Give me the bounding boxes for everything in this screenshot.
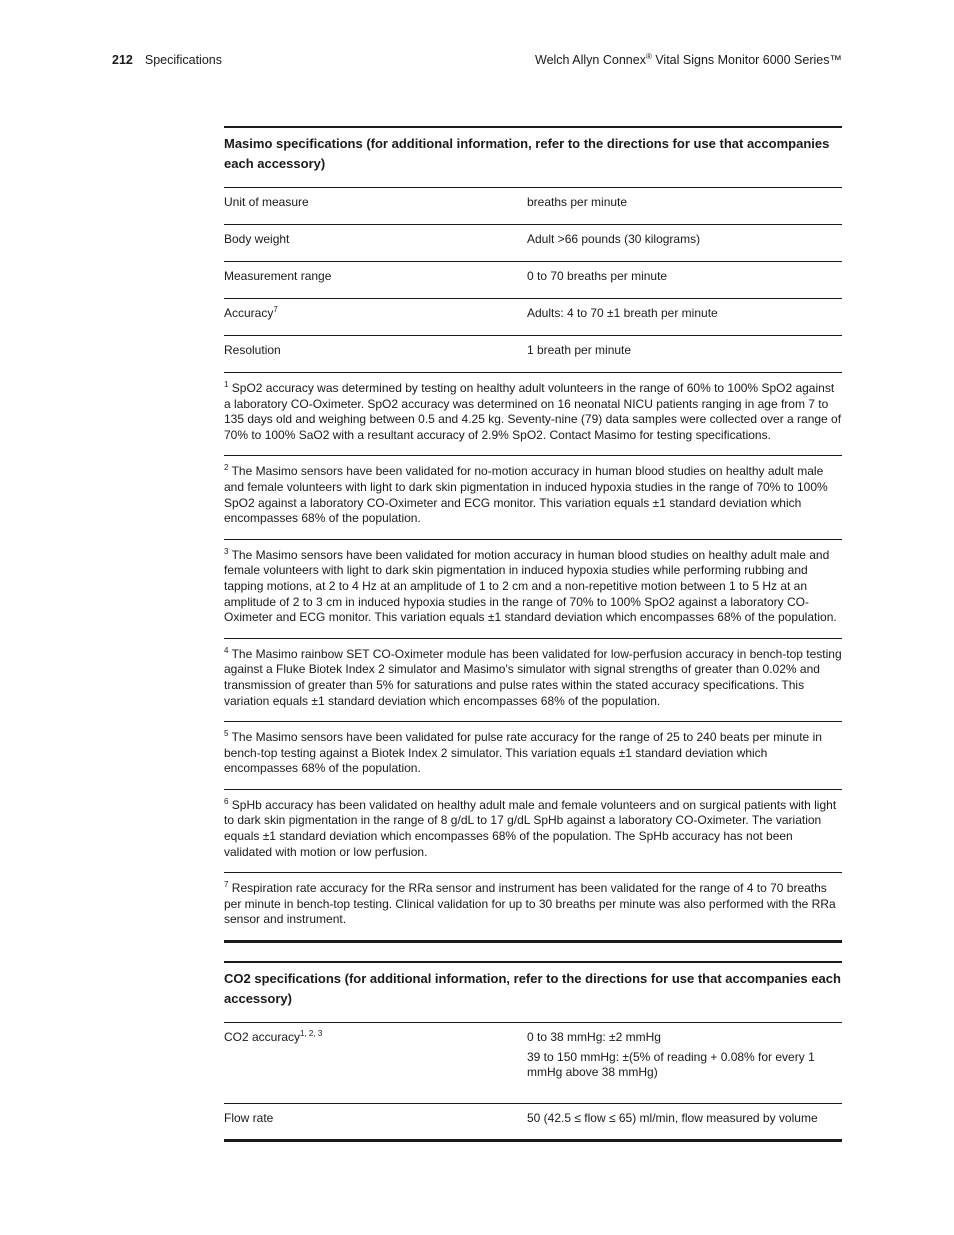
masimo-table-title: Masimo specifications (for additional information, refer to the directions for use that accompanies each accessory) (224, 126, 842, 187)
footnote-text: The Masimo rainbow SET CO-Oximeter module has been validated for low-perfusion accuracy in bench-top testing against a Fluke Biotek Index 2 simulator and Masimo's simulator with signal strengths of greater than 0.02% and transmission of greater than 5% for saturations and pulse rates within the stated accuracy specifications. This variation equals ±1 standard deviation which encompasses 68% of the population. (224, 646, 842, 708)
footnote-ref: 7 (273, 305, 278, 314)
spec-label: Resolution (224, 343, 281, 357)
table-row (224, 335, 842, 372)
table-row (224, 298, 842, 335)
registered-mark: ® (645, 52, 652, 61)
page-number: 212 (112, 53, 133, 67)
table-row (224, 261, 842, 298)
spec-value: breaths per minute (527, 195, 628, 209)
spec-value: Adults: 4 to 70 ±1 breath per minute (527, 306, 718, 320)
spec-label: Measurement range (224, 269, 332, 283)
table-row (224, 1022, 842, 1103)
spec-value: 0 to 70 breaths per minute (527, 269, 668, 283)
running-header (112, 51, 842, 69)
footnote-number: 1 (224, 380, 229, 389)
footnote (224, 539, 842, 638)
spec-value: Adult >66 pounds (30 kilograms) (527, 232, 701, 246)
footnote-number: 5 (224, 729, 229, 739)
spec-label: Body weight (224, 232, 290, 246)
accuracy-range-high: 39 to 150 mmHg: ±(5% of reading + 0.08% for every 1 mmHg above 38 mmHg) (527, 1050, 815, 1079)
table-row (224, 1103, 842, 1136)
masimo-spec-table (224, 126, 842, 943)
spec-label: Accuracy$^7$ (224, 305, 278, 320)
footnote (224, 372, 842, 455)
document-title-rest: Vital Signs Monitor 6000 Series™ (651, 53, 842, 67)
footnote (224, 789, 842, 872)
document-title-main: Welch Allyn Connex (535, 53, 646, 67)
footnote-text: SpHb accuracy has been validated on healthy adult male and female volunteers and on surgical patients with light to dark skin pigmentation in the range of 8 g/dL to 17 g/dL SpHb against a laboratory CO-Oximeter. The variation equals ±1 standard deviation which encompasses 68% of the population. The SpHb accuracy has not been validated with motion or low perfusion. (224, 797, 837, 859)
footnote (224, 638, 842, 721)
footnote-number: 7 (224, 880, 229, 890)
document-title (535, 51, 842, 69)
spec-value (527, 1023, 842, 1103)
footnote (224, 872, 842, 940)
footnote-text: The Masimo sensors have been validated for motion accuracy in human blood studies on healthy adult male and female volunteers with light to dark skin pigmentation in induced hypoxia studies while performing rubbing and tapping motions, at 2 to 4 Hz at an amplitude of 1 to 2 cm and a non-repetitive motion between 1 to 5 Hz at an amplitude of 2 to 3 cm in induced hypoxia studies in the range of 70% to 100% SpO2 against a laboratory CO-Oximeter and ECG monitor. This variation equals ±1 standard deviation which encompasses 68% of the population. (224, 547, 837, 625)
footnote-ref: 1, 2, 3 (300, 1029, 323, 1038)
footnote-number: 4 (224, 645, 229, 655)
spec-label: Unit of measure (224, 195, 309, 209)
footnote-number: 6 (224, 796, 229, 806)
footnote (224, 721, 842, 789)
footnote-number: 3 (224, 546, 229, 556)
footnote-text: The Masimo sensors have been validated for pulse rate accuracy for the range of 25 to 240 beats per minute in bench-top testing against a Biotek Index 2 simulator. This variation equals ±1 standard deviation which encompasses 68% of the population. (224, 730, 822, 776)
section-name: Specifications (144, 53, 222, 67)
footnote-text: SpO2 accuracy was determined by testing on healthy adult volunteers in the range of 60% to 100% SpO2 against a laboratory CO-Oximeter. SpO2 accuracy was determined on 16 neonatal NICU patients ranging in age from 7 to 135 days old and weighing between 0.5 and 4.25 kg. Seventy-nine (79) data samples were collected over a range of 70% to 100% SaO2 with a resultant accuracy of 2.9% SpO2. Contact Masimo for testing specifications. (224, 381, 842, 442)
table-row (224, 187, 842, 224)
table-end-rule (224, 940, 842, 943)
footnote-text: Respiration rate accuracy for the RRa sensor and instrument has been validated for the range of 4 to 70 breaths per minute in bench-top testing. Clinical validation for up to 30 breaths per minute was also performed with the RRa sensor and instrument. (224, 881, 836, 927)
footnote (224, 455, 842, 538)
spec-label: CO2 accuracy$^{1, 2, 3}$ (224, 1029, 323, 1044)
table-end-rule (224, 1139, 842, 1142)
accuracy-range-low: 0 to 38 mmHg: ±2 mmHg (527, 1030, 661, 1044)
footnote-number: 2 (224, 463, 229, 473)
table-row (224, 224, 842, 261)
spec-label: Flow rate (224, 1111, 274, 1125)
co2-spec-table (224, 961, 842, 1142)
spec-value: 50 (42.5 ≤ flow ≤ 65) ml/min, flow measured by volume (527, 1111, 818, 1125)
spec-value: 1 breath per minute (527, 343, 632, 357)
co2-table-title: CO2 specifications (for additional information, refer to the directions for use that accompanies each accessory) (224, 961, 842, 1022)
footnote-text: The Masimo sensors have been validated for no-motion accuracy in human blood studies on healthy adult male and female volunteers with light to dark skin pigmentation in induced hypoxia studies in the range of 70% to 100% SpO2 against a laboratory CO-Oximeter and ECG monitor. This variation equals ±1 standard deviation which encompasses 68% of the population. (224, 464, 828, 526)
